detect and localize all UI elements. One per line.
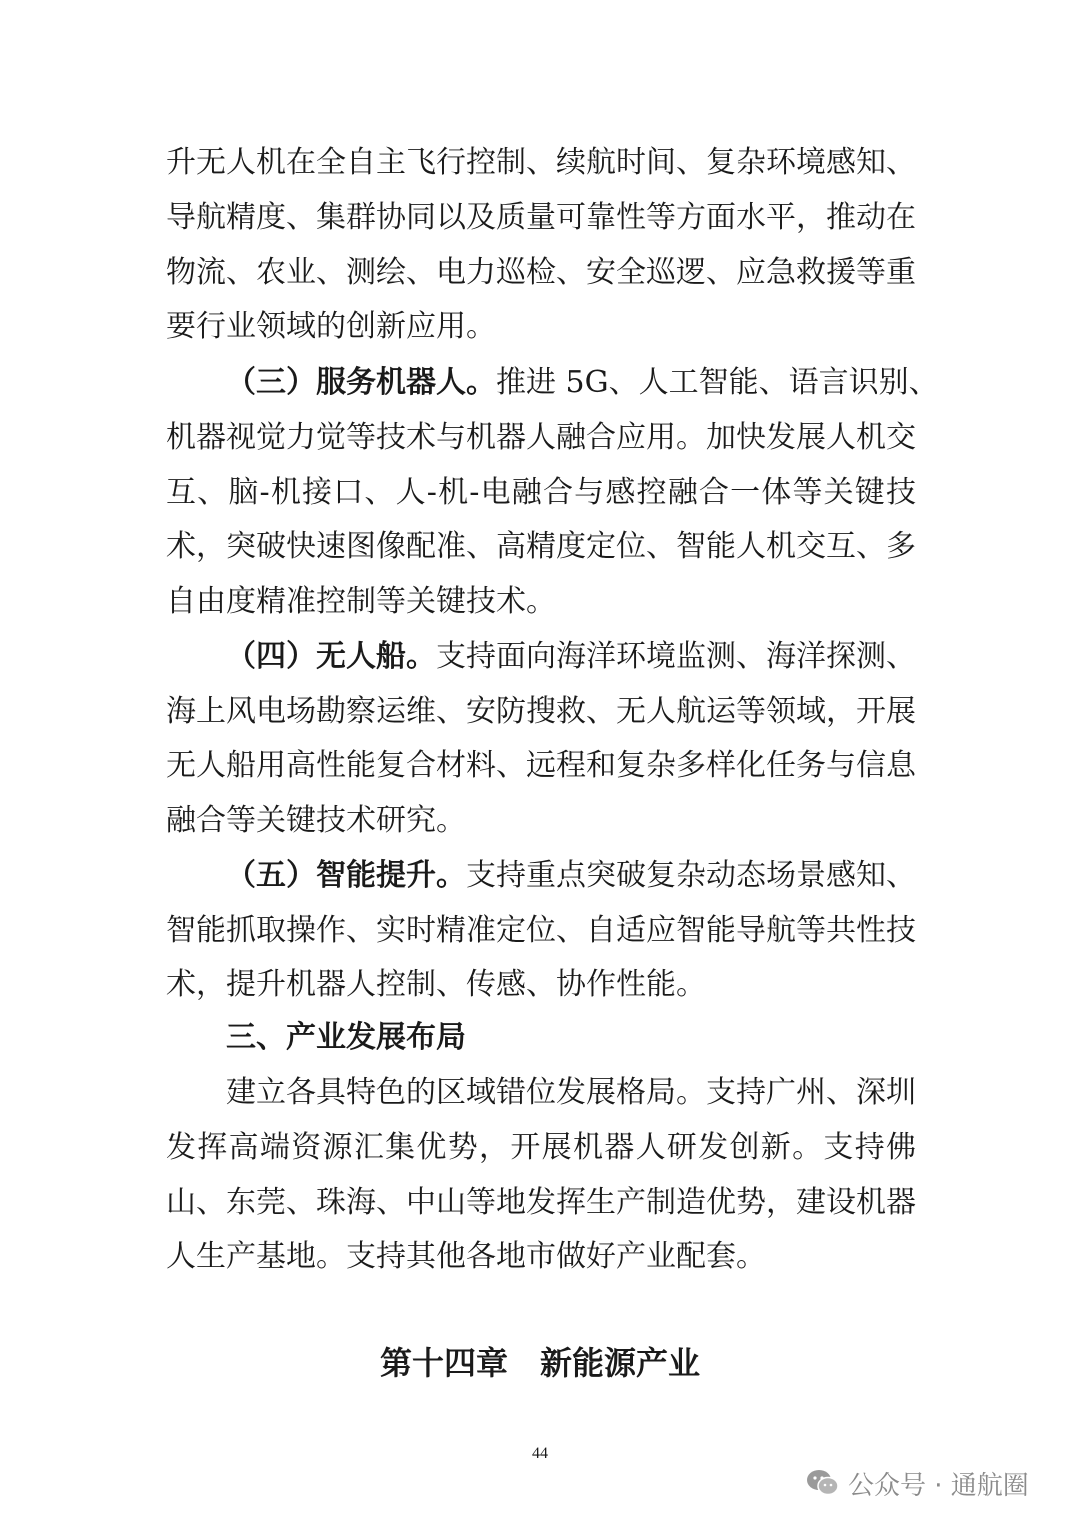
body-line: 导航精度、集群协同以及质量可靠性等方面水平，推动在 <box>166 200 916 235</box>
chapter-title: 第十四章 新能源产业 <box>379 1344 700 1382</box>
body-line: 机器视觉力觉等技术与机器人融合应用。加快发展人机交 <box>166 420 916 455</box>
subsection-lead: （五）智能提升。 <box>226 858 466 893</box>
body-line: 人生产基地。支持其他各地市做好产业配套。 <box>166 1239 766 1274</box>
subsection-lead: （三）服务机器人。 <box>226 365 496 400</box>
watermark-text: 公众号 · 通航圈 <box>848 1470 1029 1501</box>
section-heading: 三、产业发展布局 <box>226 1020 466 1055</box>
watermark <box>806 1463 1029 1503</box>
page-number: 44 <box>532 1445 548 1462</box>
body-line: 融合等关键技术研究。 <box>166 803 466 838</box>
body-line: 升无人机在全自主飞行控制、续航时间、复杂环境感知、 <box>166 145 916 180</box>
wechat-icon <box>806 1468 840 1498</box>
body-line: 发挥高端资源汇集优势，开展机器人研发创新。支持佛 <box>166 1130 916 1165</box>
body-line: 智能抓取操作、实时精准定位、自适应智能导航等共性技 <box>166 913 916 948</box>
body-text: 支持重点突破复杂动态场景感知、 <box>466 858 916 893</box>
body-text: 推进 5G、人工智能、语言识别、 <box>496 365 939 400</box>
body-text: 支持面向海洋环境监测、海洋探测、 <box>436 639 916 674</box>
body-line: 海上风电场勘察运维、安防搜救、无人航运等领域，开展 <box>166 694 916 729</box>
paragraph-first-line: 建立各具特色的区域错位发展格局。支持广州、深圳 <box>226 1075 916 1110</box>
paragraph-first-line <box>226 856 916 896</box>
body-line: 自由度精准控制等关键技术。 <box>166 584 556 619</box>
body-line: 术，提升机器人控制、传感、协作性能。 <box>166 967 706 1002</box>
body-line: 术，突破快速图像配准、高精度定位、智能人机交互、多 <box>166 529 916 564</box>
body-line: 要行业领域的创新应用。 <box>166 309 496 344</box>
subsection-lead: （四）无人船。 <box>226 639 436 674</box>
body-line: 无人船用高性能复合材料、远程和复杂多样化任务与信息 <box>166 748 916 783</box>
body-line: 山、东莞、珠海、中山等地发挥生产制造优势，建设机器 <box>166 1185 916 1220</box>
body-line: 互、脑-机接口、人-机-电融合与感控融合一体等关键技 <box>166 475 916 510</box>
paragraph-first-line <box>226 637 916 677</box>
body-line: 物流、农业、测绘、电力巡检、安全巡逻、应急救援等重 <box>166 255 916 290</box>
paragraph-first-line <box>226 363 939 403</box>
